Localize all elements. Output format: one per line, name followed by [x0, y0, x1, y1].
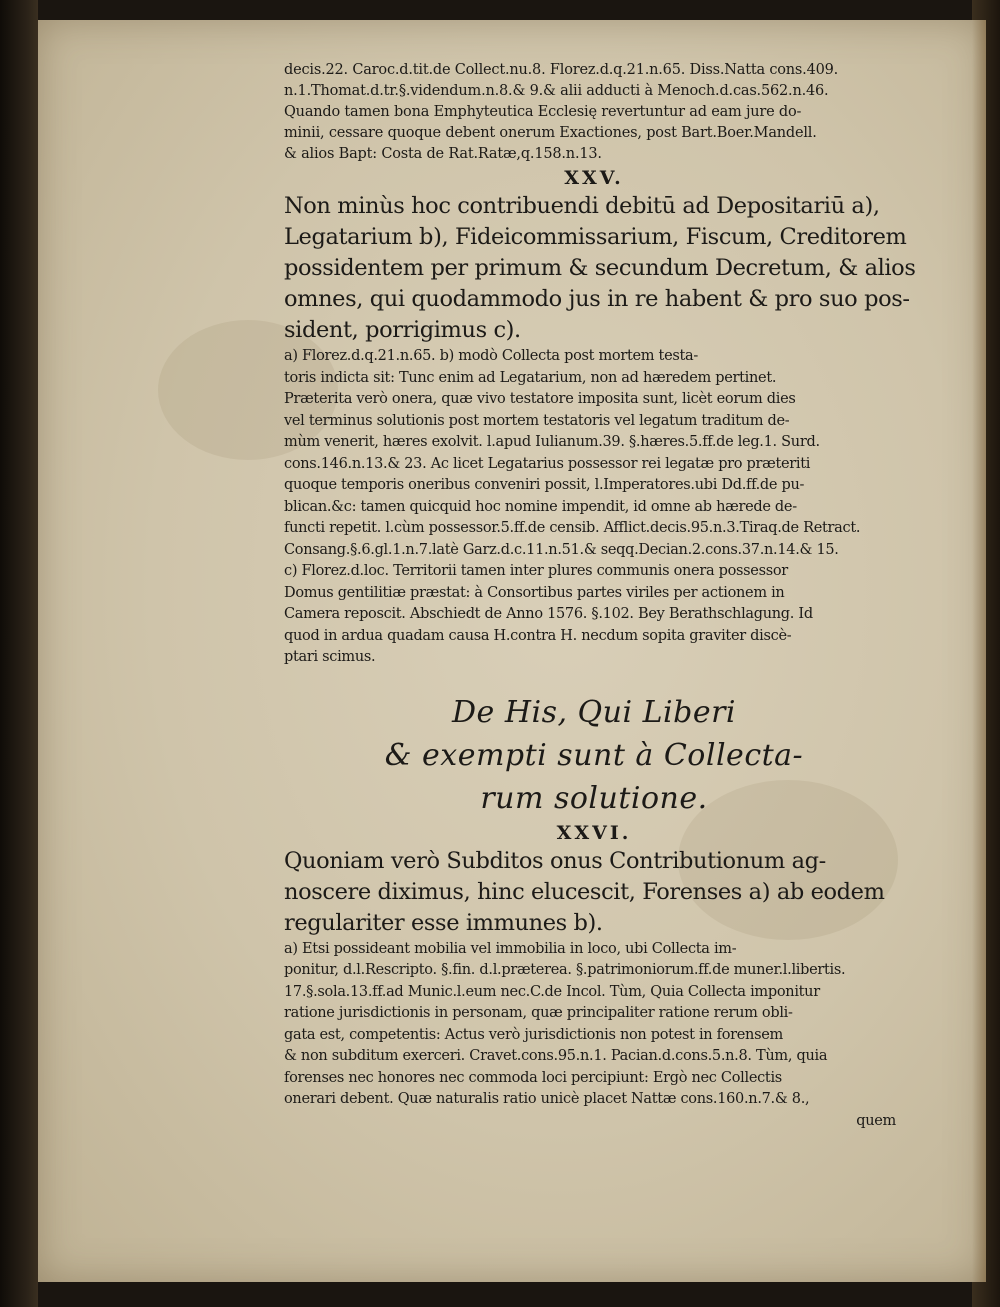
- book-page: [38, 20, 986, 1282]
- note-line: a) Florez.d.q.21.n.65. b) modò Collecta post mortem testa-: [284, 348, 698, 364]
- note-line: ratione jurisdictionis in personam, quæ principaliter ratione rerum obli-: [284, 1005, 793, 1021]
- text-line: & alios Bapt: Costa de Rat.Ratæ,q.158.n.13.: [284, 146, 602, 162]
- note-line: functi repetit. l.cùm possessor.5.ff.de censib. Afflict.decis.95.n.3.Tiraq.de Retract.: [284, 520, 861, 536]
- note-line: quoque temporis oneribus conveniri possit, l.Imperatores.ubi Dd.ff.de pu-: [284, 477, 805, 493]
- text-line: sident, porrigimus c).: [284, 317, 521, 343]
- title-line: & exempti sunt à Collecta-: [384, 737, 804, 773]
- title-line: rum solutione.: [480, 780, 708, 816]
- paragraph-xxv: [284, 191, 916, 346]
- text-line: decis.22. Caroc.d.tit.de Collect.nu.8. Florez.d.q.21.n.65. Diss.Natta cons.409.: [284, 62, 839, 78]
- note-line: cons.146.n.13.& 23. Ac licet Legatarius possessor rei legatæ pro præteriti: [284, 455, 811, 472]
- section-heading-xxvi: XXVI.: [556, 821, 632, 844]
- text-line: minii, cessare quoque debent onerum Exactiones, post Bart.Boer.Mandell.: [284, 125, 817, 141]
- catchword: quem: [856, 1112, 896, 1129]
- note-line: blican.&c: tamen quicquid hoc nomine impendit, id omne ab hærede de-: [284, 498, 797, 515]
- note-line: a) Etsi possideant mobilia vel immobilia in loco, ubi Collecta im-: [284, 940, 737, 957]
- footnotes-xxv: [284, 346, 904, 669]
- note-line: forenses nec honores nec commoda loci percipiunt: Ergò nec Collectis: [284, 1069, 782, 1086]
- note-line: Præterita verò onera, quæ vivo testatore imposita sunt, licèt eorum dies: [284, 391, 796, 407]
- note-line: 17.§.sola.13.ff.ad Munic.l.eum nec.C.de Incol. Tùm, Quia Collecta imponitur: [284, 983, 820, 1000]
- note-line: mùm venerit, hæres exolvit. l.apud Iulianum.39. §.hæres.5.ff.de leg.1. Surd.: [284, 434, 820, 450]
- top-continuation: [284, 60, 904, 165]
- chapter-title: [284, 691, 904, 820]
- page-text: [284, 60, 916, 1132]
- text-line: n.1.Thomat.d.tr.§.videndum.n.8.& 9.& alii adducti à Menoch.d.cas.562.n.46.: [284, 83, 829, 99]
- text-line: Quoniam verò Subditos onus Contributionum ag-: [284, 847, 826, 874]
- scan-edge-left: [0, 0, 38, 1307]
- section-heading-xxv: XXV.: [564, 167, 624, 189]
- note-line: onerari debent. Quæ naturalis ratio unicè placet Nattæ cons.160.n.7.& 8.,: [284, 1091, 810, 1107]
- note-line: Camera reposcit. Abschiedt de Anno 1576. §.102. Bey Berathschlagung. Id: [284, 606, 813, 622]
- note-line: gata est, competentis: Actus verò jurisdictionis non potest in forensem: [284, 1026, 783, 1043]
- text-line: Legatarium b), Fideicommissarium, Fiscum, Creditorem: [284, 224, 907, 250]
- paragraph-xxvi: [284, 846, 904, 939]
- note-line: & non subditum exerceri. Cravet.cons.95.n.1. Pacian.d.cons.5.n.8. Tùm, quia: [284, 1048, 828, 1064]
- page-edge-shadow: [972, 20, 986, 1282]
- text-line: Non minùs hoc contribuendi debitū ad Depositariū a),: [284, 193, 880, 219]
- text-line: Quando tamen bona Emphyteutica Ecclesię revertuntur ad eam jure do-: [284, 104, 802, 120]
- note-line: c) Florez.d.loc. Territorii tamen inter plures communis onera possessor: [284, 563, 788, 579]
- note-line: toris indicta sit: Tunc enim ad Legatarium, non ad hæredem pertinet.: [284, 369, 777, 386]
- title-line: De His, Qui Liberi: [451, 694, 737, 730]
- note-line: ptari scimus.: [284, 649, 376, 665]
- text-line: possidentem per primum & secundum Decretum, & alios: [284, 255, 916, 281]
- footnotes-xxvi: [284, 939, 904, 1111]
- text-line: omnes, qui quodammodo jus in re habent & pro suo pos-: [284, 286, 910, 312]
- note-line: Consang.§.6.gl.1.n.7.latè Garz.d.c.11.n.51.& seqq.Decian.2.cons.37.n.14.& 15.: [284, 541, 839, 558]
- text-line: noscere diximus, hinc elucescit, Forenses a) ab eodem: [284, 878, 885, 905]
- text-line: regulariter esse immunes b).: [284, 909, 603, 936]
- note-line: vel terminus solutionis post mortem testatoris vel legatum traditum de-: [284, 412, 790, 429]
- note-line: quod in ardua quadam causa H.contra H. necdum sopita graviter discè-: [284, 627, 792, 644]
- note-line: ponitur, d.l.Rescripto. §.fin. d.l.præterea. §.patrimoniorum.ff.de muner.l.libertis.: [284, 962, 846, 978]
- note-line: Domus gentilitiæ præstat: à Consortibus partes viriles per actionem in: [284, 584, 785, 601]
